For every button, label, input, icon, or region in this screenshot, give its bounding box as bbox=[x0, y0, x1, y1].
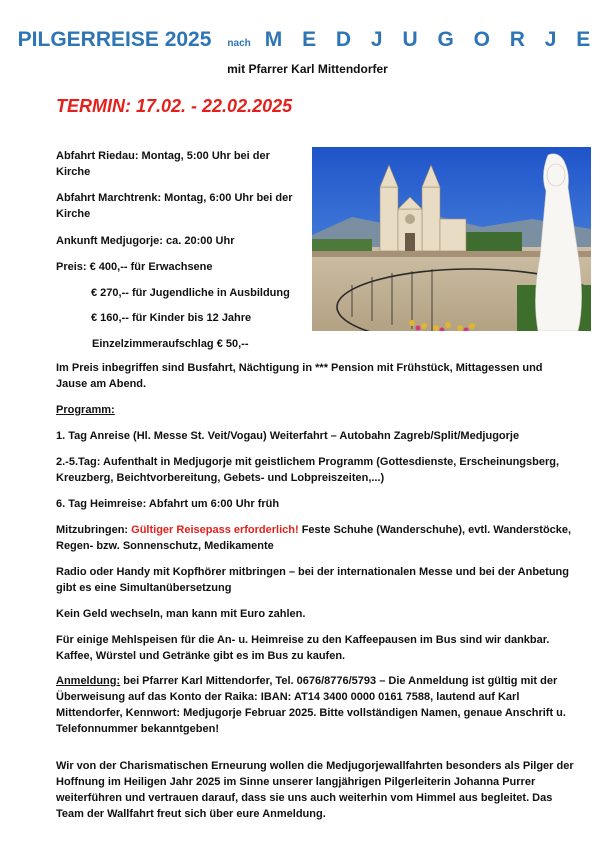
preis-erwachsene: Preis: € 400,-- für Erwachsene bbox=[56, 261, 213, 273]
preis-inklusive: Im Preis inbegriffen sind Busfahrt, Nächtigung in *** Pension mit Frühstück, Mittagessen und Jause am Abend. bbox=[56, 362, 543, 390]
programm-day-6: 6. Tag Heimreise: Abfahrt um 6:00 Uhr früh bbox=[56, 498, 280, 510]
title-main: PILGERREISE 2025 bbox=[17, 28, 212, 51]
title-connector: nach bbox=[227, 38, 251, 49]
programm-day-2-5: 2.-5.Tag: Aufenthalt in Medjugorje mit geistlichem Programm (Gottesdienste, Erscheinungsberg, Kreuzberg, Beichtvorbereitung, Gebets- und Lobpreiszeiten,...) bbox=[56, 456, 560, 484]
programm-day-1: 1. Tag Anreise (Hl. Messe St. Veit/Vogau) Weiterfahrt – Autobahn Zagreb/Split/Medjugorje bbox=[56, 430, 520, 442]
termin-date: TERMIN: 17.02. - 22.02.2025 bbox=[56, 96, 293, 116]
abfahrt-riedau: Abfahrt Riedau: Montag, 5:00 Uhr bei der Kirche bbox=[56, 150, 270, 178]
mitzubringen-items: Feste Schuhe (Wanderschuhe), evtl. Wanderstöcke, Regen- bzw. Sonnenschutz, Medikamente bbox=[56, 524, 572, 552]
mitzubringen-label: Mitzubringen: bbox=[56, 524, 132, 536]
church-photo-graphic bbox=[312, 147, 591, 331]
mehlspeisen-hinweis: Für einige Mehlspeisen für die An- u. Heimreise zu den Kaffeepausen im Bus sind wir dankbar. Kaffee, Würstel und Getränke gibt es im Bus zu kaufen. bbox=[56, 634, 550, 662]
radio-hinweis: Radio oder Handy mit Kopfhörer mitbringen – bei der internationalen Messe und bei der Anbetung gibt es eine Simultanübersetzung bbox=[56, 566, 569, 594]
mitzubringen bbox=[56, 522, 576, 554]
church-photo bbox=[312, 147, 591, 331]
anmeldung-text: bei Pfarrer Karl Mittendorfer, Tel. 0676/8776/5793 – Die Anmeldung ist gültig mit der Überweisung auf das Konto der Raika: IBAN: AT14 3400 0000 0161 7588, lautend auf Karl Mittendorfer, Kennwort: Medjugorje Februar 2025. Bitte vollständigen Namen, genaue Anschrift u. Telefonnummer bekanntgeben! bbox=[56, 675, 566, 735]
anmeldung bbox=[56, 673, 576, 737]
anmeldung-label: Anmeldung: bbox=[56, 675, 121, 687]
reisepass-warning: Gültiger Reisepass erforderlich! bbox=[131, 524, 299, 536]
geld-hinweis: Kein Geld wechseln, man kann mit Euro zahlen. bbox=[56, 608, 306, 620]
closing-paragraph: Wir von der Charismatischen Erneurung wollen die Medjugorjewallfahrten besonders als Pilger der Hoffnung im Heiligen Jahr 2025 im Sinne unserer langjährigen Pilgerleiterin Johanna Purrer weiterführen und vertrauen darauf, dass sie uns auch weiterhin vom Himmel aus begleitet. Das Team der Wallfahrt freut sich über eure Anmeldung. bbox=[56, 760, 574, 820]
preis-kinder: € 160,-- für Kinder bis 12 Jahre bbox=[91, 312, 252, 324]
preis-jugendliche: € 270,-- für Jugendliche in Ausbildung bbox=[91, 287, 290, 299]
einzelzimmer: Einzelzimmeraufschlag € 50,-- bbox=[92, 338, 249, 350]
page-title bbox=[0, 28, 615, 52]
programm-heading: Programm: bbox=[56, 404, 115, 416]
abfahrt-marchtrenk: Abfahrt Marchtrenk: Montag, 6:00 Uhr bei der Kirche bbox=[56, 192, 293, 220]
subtitle: mit Pfarrer Karl Mittendorfer bbox=[227, 62, 388, 76]
ankunft: Ankunft Medjugorje: ca. 20:00 Uhr bbox=[56, 235, 235, 247]
title-destination: M E D J U G O R J E bbox=[264, 28, 598, 51]
